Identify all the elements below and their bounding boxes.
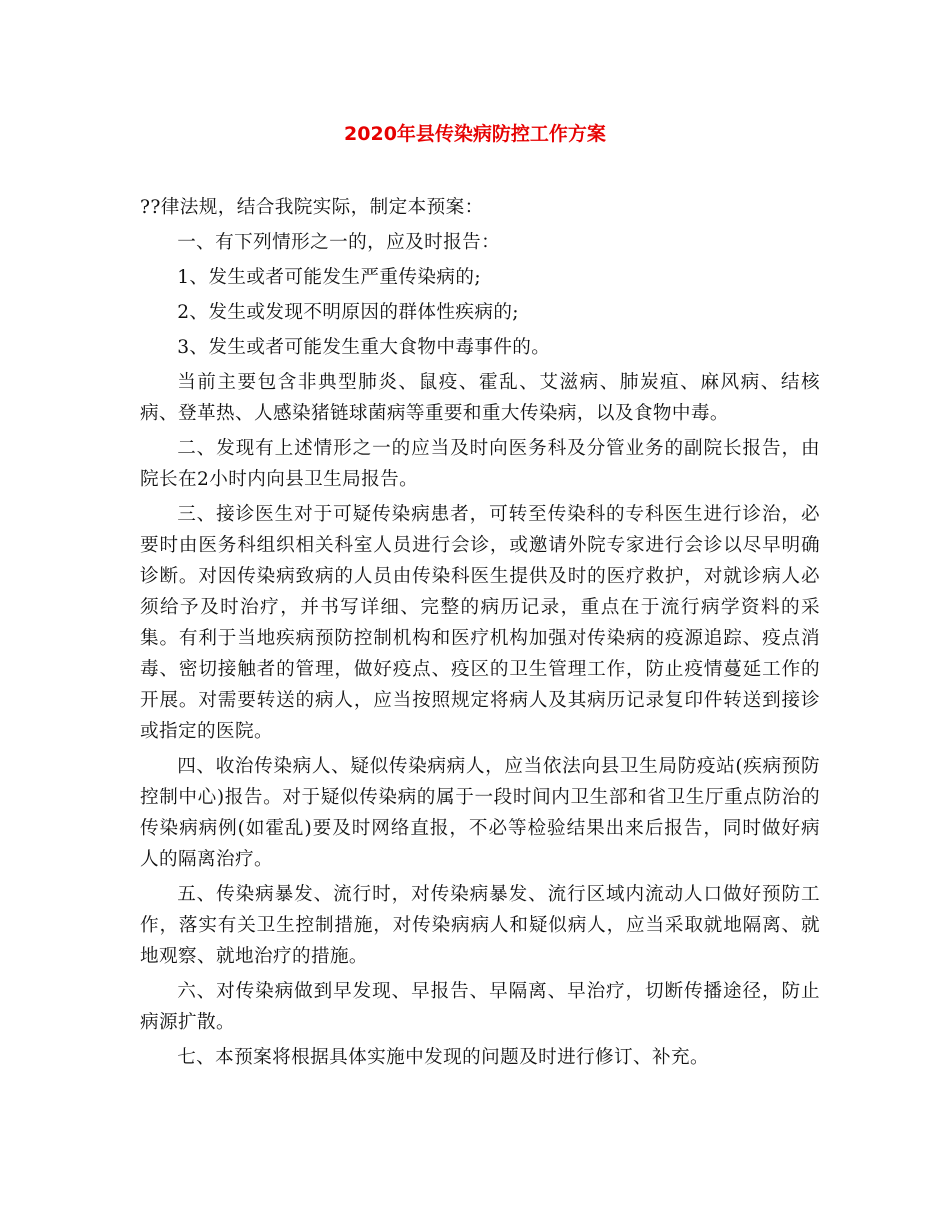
paragraph-intro: ??律法规，结合我院实际，制定本预案： [140, 197, 484, 218]
paragraph-item-2: 2、发生或发现不明原因的群体性疾病的; [177, 302, 519, 323]
paragraph-section-5: 五、传染病暴发、流行时，对传染病暴发、流行区域内流动人口做好预防工作，落实有关卫生控制措施，对传染病病人和疑似病人，应当采取就地隔离、就地观察、就地治疗的措施。 [140, 884, 820, 967]
paragraph-section-4: 四、收治传染病人、疑似传染病病人，应当依法向县卫生局防疫站(疾病预防控制中心)报告。对于疑似传染病的属于一段时间内卫生部和省卫生厅重点防治的传染病病例(如霍乱)要及时网络直报，不必等检验结果出来后报告，同时做好病人的隔离治疗。 [140, 756, 820, 870]
paragraph-section-6: 六、对传染病做到早发现、早报告、早隔离、早治疗，切断传播途径，防止病源扩散。 [140, 981, 820, 1033]
paragraph-section-2: 二、发现有上述情形之一的应当及时向医务科及分管业务的副院长报告，由院长在2小时内向县卫生局报告。 [140, 438, 820, 490]
document-title: 2020年县传染病防控工作方案 [344, 123, 606, 145]
paragraph-section-1: 一、有下列情形之一的，应及时报告： [177, 232, 501, 253]
paragraph-item-1: 1、发生或者可能发生严重传染病的; [177, 267, 481, 288]
paragraph-item-3: 3、发生或者可能发生重大食物中毒事件的。 [177, 337, 551, 358]
paragraph-section-7: 七、本预案将根据具体实施中发现的问题及时进行修订、补充。 [177, 1047, 710, 1068]
paragraph-disease-list: 当前主要包含非典型肺炎、鼠疫、霍乱、艾滋病、肺炭疽、麻风病、结核病、登革热、人感染猪链球菌病等重要和重大传染病，以及食物中毒。 [140, 372, 820, 424]
document-body [140, 192, 820, 1077]
paragraph-section-3: 三、接诊医生对于可疑传染病患者，可转至传染科的专科医生进行诊治，必要时由医务科组织相关科室人员进行会诊，或邀请外院专家进行会诊以尽早明确诊断。对因传染病致病的人员由传染科医生提供及时的医疗救护，对就诊病人必须给予及时治疗，并书写详细、完整的病历记录，重点在于流行病学资料的采集。有利于当地疾病预防控制机构和医疗机构加强对传染病的疫源追踪、疫点消毒、密切接触者的管理，做好疫点、疫区的卫生管理工作，防止疫情蔓延工作的开展。对需要转送的病人，应当按照规定将病人及其病历记录复印件转送到接诊或指定的医院。 [140, 504, 820, 742]
